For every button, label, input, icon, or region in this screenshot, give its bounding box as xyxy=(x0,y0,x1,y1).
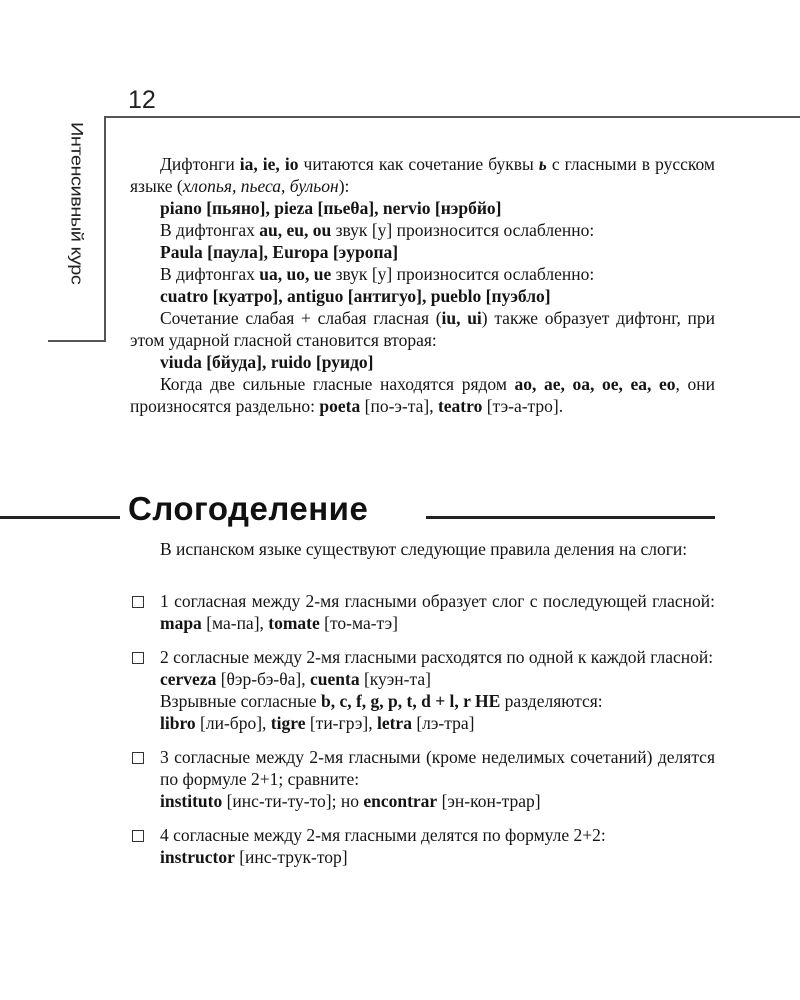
side-running-title: Интенсивный курс xyxy=(67,122,86,285)
text: Когда две сильные гласные находятся рядом xyxy=(160,374,515,394)
rules-list xyxy=(130,590,715,880)
checkbox-bullet-icon xyxy=(132,830,144,842)
list-item xyxy=(130,824,715,868)
text: ) также образует дифтонг, при этом ударной гласной становится вторая: xyxy=(130,308,715,350)
heading-rule-right xyxy=(426,516,715,519)
text: [тэ-а-тро]. xyxy=(482,396,564,416)
term: mapa xyxy=(160,613,202,633)
heading-rule-left xyxy=(0,516,120,519)
checkbox-bullet-icon xyxy=(132,652,144,664)
diphthongs-section xyxy=(130,153,715,417)
text: [куэн-та] xyxy=(359,669,431,689)
checkbox-bullet-icon xyxy=(132,596,144,608)
example-line xyxy=(130,197,715,219)
example: piano [пьяно], pieza [пьеθа], nervio [нэрбйо] xyxy=(160,198,502,218)
text: звук [у] произносится ослабленно: xyxy=(331,264,595,284)
term: ia, ie, io xyxy=(239,154,299,174)
example-line xyxy=(130,351,715,373)
example-line xyxy=(130,285,715,307)
example: Paula [паула], Europa [эуропа] xyxy=(160,242,399,262)
text: [ма-па], xyxy=(201,613,269,633)
text: с гласными в русском языке ( xyxy=(130,154,716,196)
checkbox-bullet-icon xyxy=(132,752,144,764)
note-line xyxy=(160,690,715,712)
text: [θэр-бэ-θа], xyxy=(216,669,310,689)
header-rule xyxy=(104,116,800,118)
term: tomate xyxy=(268,613,320,633)
paragraph xyxy=(130,307,715,351)
section-title: Слогоделение xyxy=(128,490,369,527)
term: iu, ui xyxy=(441,308,482,328)
text: [инс-ти-ту-то]; но xyxy=(222,791,364,811)
text: читаются как сочетание буквы xyxy=(298,154,539,174)
term: libro xyxy=(160,713,196,733)
text: , они произносятся раздельно: xyxy=(130,374,715,416)
example-words: хлопья, пьеса, бульон xyxy=(182,176,339,196)
rule-text xyxy=(160,590,715,634)
text: В дифтонгах xyxy=(160,220,260,240)
paragraph: В испанском языке существуют следующие правила деления на слоги: xyxy=(160,539,688,559)
example-line xyxy=(160,668,715,690)
text: [по-э-та], xyxy=(360,396,438,416)
term: poeta xyxy=(319,396,361,416)
text: звук [у] произносится ослабленно: xyxy=(331,220,595,240)
term: tigre xyxy=(270,713,306,733)
text: ): xyxy=(338,176,350,196)
text: Сочетание слабая + слабая гласная ( xyxy=(160,308,442,328)
text: разделяются: xyxy=(500,691,603,711)
text: Дифтонги xyxy=(160,154,240,174)
page-number: 12 xyxy=(128,86,156,114)
term: b, c, f, g, p, t, d + l, r НЕ xyxy=(320,691,501,711)
example-line xyxy=(130,241,715,263)
section-heading-row xyxy=(0,490,800,532)
list-item xyxy=(130,590,715,634)
paragraph xyxy=(130,219,715,241)
example-line xyxy=(160,790,715,812)
term: instructor xyxy=(160,847,235,867)
paragraph xyxy=(130,153,715,197)
term: cerveza xyxy=(160,669,217,689)
term: encontrar xyxy=(363,791,438,811)
list-item xyxy=(130,646,715,734)
term: ao, ae, oa, oe, ea, eo xyxy=(514,374,676,394)
text: Взрывные согласные xyxy=(160,691,321,711)
text: [инс-трук-тор] xyxy=(234,847,348,867)
rule-text: 3 согласные между 2-мя гласными (кроме неделимых сочетаний) делятся по формуле 2+1; сравните: xyxy=(160,747,715,789)
term: ь xyxy=(538,154,547,174)
text: [ти-грэ], xyxy=(305,713,377,733)
term: letra xyxy=(376,713,412,733)
term: instituto xyxy=(160,791,223,811)
term: cuenta xyxy=(310,669,360,689)
term: au, eu, ou xyxy=(259,220,332,240)
example: viuda [бйуда], ruido [руидо] xyxy=(160,352,374,372)
paragraph xyxy=(130,373,715,417)
text: [ли-бро], xyxy=(195,713,271,733)
term: teatro xyxy=(437,396,483,416)
text: [то-ма-тэ] xyxy=(319,613,398,633)
rule-text: 4 согласные между 2-мя гласными делятся по формуле 2+2: xyxy=(160,825,606,845)
text: 1 согласная между 2-мя гласными образует слог с последующей гласной: xyxy=(160,591,715,611)
section-intro xyxy=(130,538,715,560)
text: В дифтонгах xyxy=(160,264,260,284)
term: ua, uo, ue xyxy=(259,264,332,284)
paragraph xyxy=(130,263,715,285)
list-item xyxy=(130,746,715,812)
example-line xyxy=(160,846,715,868)
rule-text: 2 согласные между 2-мя гласными расходятся по одной к каждой гласной: xyxy=(160,647,714,667)
example: cuatro [куатро], antiguo [антигуо], pueblo [пуэбло] xyxy=(160,286,551,306)
text: [лэ-тра] xyxy=(411,713,475,733)
text: [эн-кон-трар] xyxy=(437,791,541,811)
example-line xyxy=(160,712,715,734)
